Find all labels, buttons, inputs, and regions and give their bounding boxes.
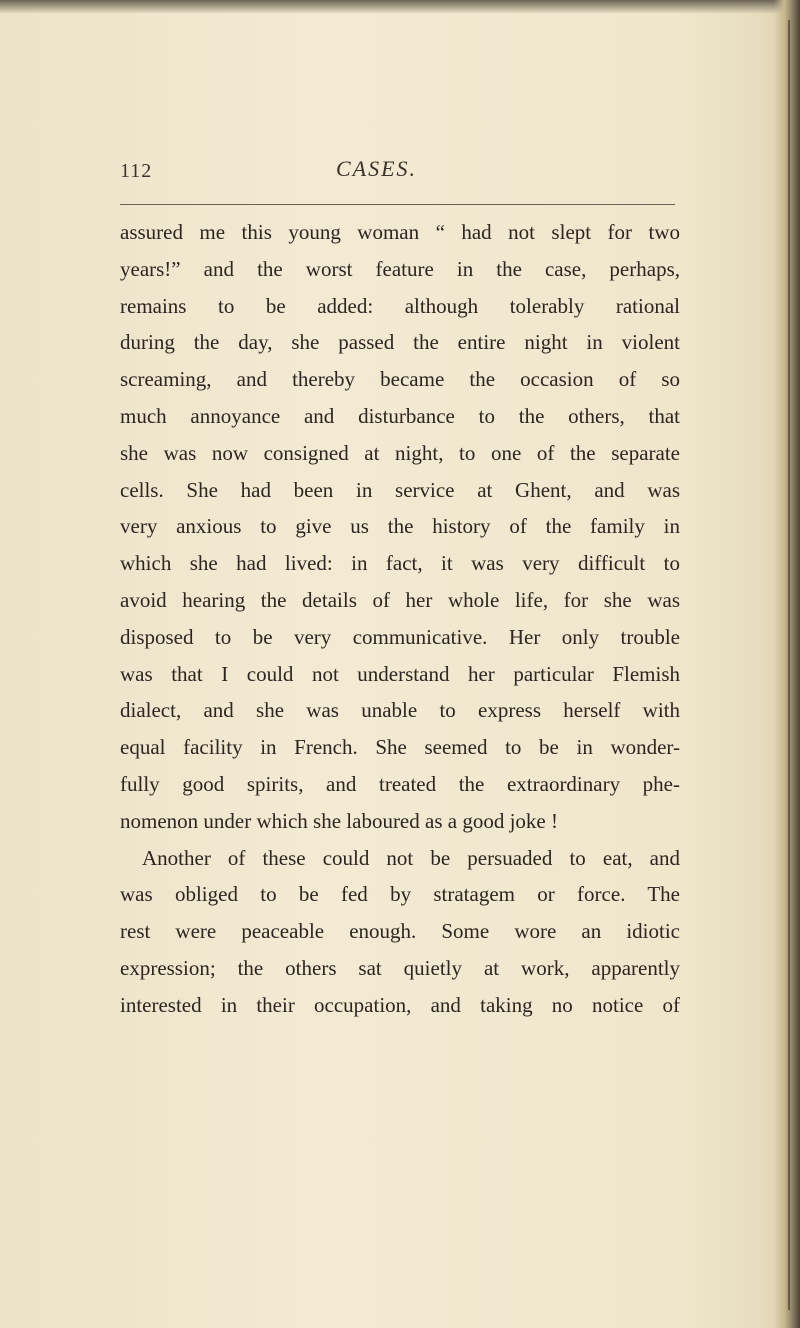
- text-line: she was now consigned at night, to one of the separate: [120, 440, 680, 465]
- text-line: much annoyance and disturbance to the others, that: [120, 403, 680, 428]
- text-line: remains to be added: although tolerably rational: [120, 293, 680, 318]
- text-line: during the day, she passed the entire night in violent: [120, 330, 680, 355]
- text-line: interested in their occupation, and taking no notice of: [120, 992, 680, 1017]
- text-line: Another of these could not be persuaded to eat, and: [142, 845, 680, 870]
- text-line: nomenon under which she laboured as a good joke !: [120, 808, 558, 833]
- text-line: equal facility in French. She seemed to be in wonder-: [120, 735, 680, 760]
- page-number: 112: [120, 160, 153, 182]
- running-title: CASES.: [336, 156, 418, 181]
- text-line: was that I could not understand her particular Flemish: [120, 661, 680, 686]
- text-line: dialect, and she was unable to express herself with: [120, 698, 680, 723]
- gutter-binding-line: [788, 20, 790, 1310]
- text-line: rest were peaceable enough. Some wore an idiotic: [120, 919, 680, 944]
- text-line: years!” and the worst feature in the case, perhaps,: [120, 256, 680, 281]
- text-line: which she had lived: in fact, it was very difficult to: [120, 551, 680, 576]
- page-gutter-edge: [774, 0, 800, 1328]
- text-line: assured me this young woman “ had not slept for two: [120, 220, 680, 244]
- text-line: fully good spirits, and treated the extraordinary phe-: [120, 771, 680, 796]
- page-top-shadow: [0, 0, 800, 14]
- text-line: screaming, and thereby became the occasion of so: [120, 367, 680, 392]
- running-head: [120, 156, 675, 190]
- text-line: avoid hearing the details of her whole life, for she was: [120, 587, 680, 612]
- text-line: expression; the others sat quietly at work, apparently: [120, 955, 680, 980]
- header-rule: [120, 204, 675, 205]
- body-text: [120, 214, 680, 1024]
- text-line: cells. She had been in service at Ghent, and was: [120, 477, 680, 502]
- text-line: was obliged to be fed by stratagem or force. The: [120, 882, 680, 907]
- text-line: very anxious to give us the history of the family in: [120, 514, 680, 539]
- text-line: disposed to be very communicative. Her only trouble: [120, 624, 680, 649]
